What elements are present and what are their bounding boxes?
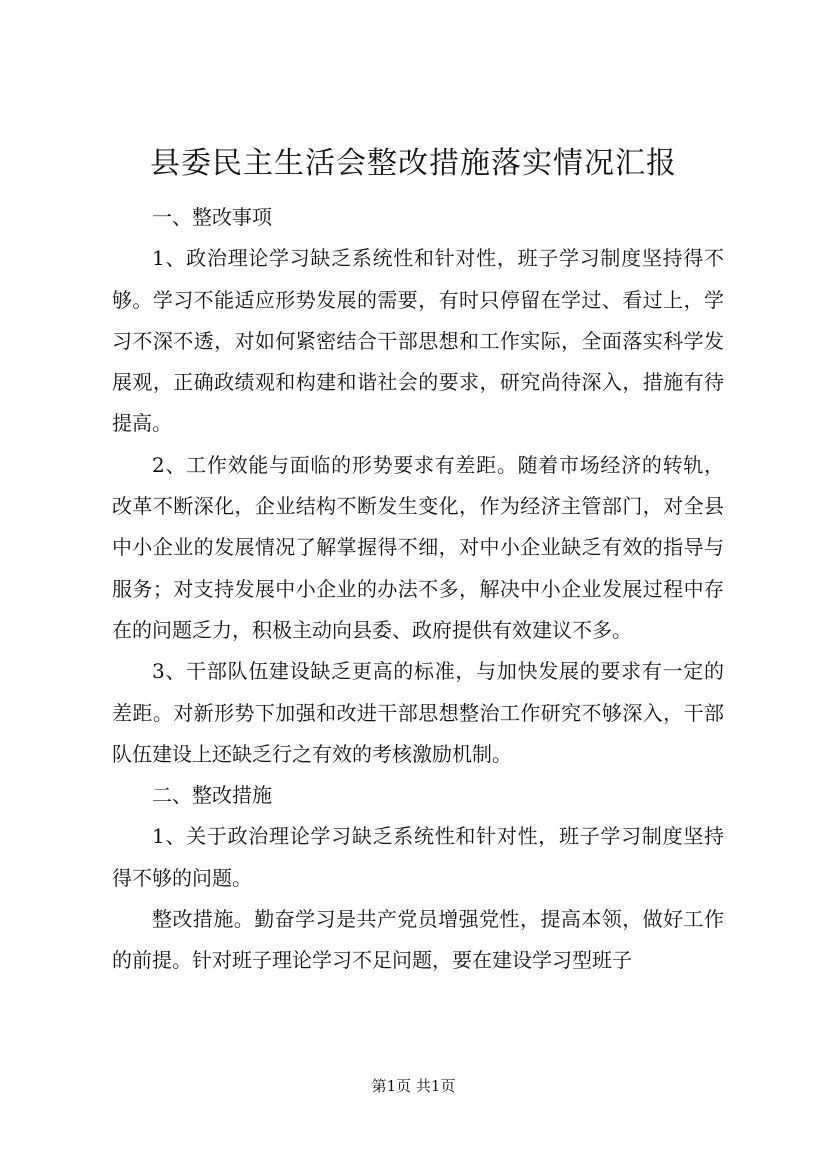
paragraph-2-2: 整改措施。勤奋学习是共产党员增强党性，提高本领，做好工作的前提。针对班子理论学习不足问题，要在建设学习型班子: [112, 907, 724, 973]
paragraph-1-1: 1、政治理论学习缺乏系统性和针对性，班子学习制度坚持得不够。学习不能适应形势发展的需要，有时只停留在学过、看过上，学习不深不透，对如何紧密结合干部思想和工作实际，全面落实科学发展观，正确政绩观和构建和谐社会的要求，研究尚待深入，措施有待提高。: [112, 246, 724, 436]
document-body: [112, 197, 724, 982]
document-title: 县委民主生活会整改措施落实情况汇报: [150, 146, 677, 181]
paragraph-2-1: 1、关于政治理论学习缺乏系统性和针对性，班子学习制度坚持得不够的问题。: [112, 824, 724, 890]
section-heading-1: 一、整改事项: [152, 205, 272, 229]
section-heading-2: 二、整改措施: [152, 783, 272, 808]
paragraph-1-2: 2、工作效能与面临的形势要求有差距。随着市场经济的转轨，改革不断深化，企业结构不断发生变化，作为经济主管部门，对全县中小企业的发展情况了解掌握得不细，对中小企业缺乏有效的指导与服务；对支持发展中小企业的办法不多，解决中小企业发展过程中存在的问题乏力，积极主动向县委、政府提供有效建议不多。: [112, 452, 724, 642]
page-footer: 第1页 共1页: [371, 1077, 456, 1095]
paragraph-1-3: 3、干部队伍建设缺乏更高的标准，与加快发展的要求有一定的差距。对新形势下加强和改进干部思想整治工作研究不够深入，干部队伍建设上还缺乏行之有效的考核激励机制。: [112, 659, 724, 766]
